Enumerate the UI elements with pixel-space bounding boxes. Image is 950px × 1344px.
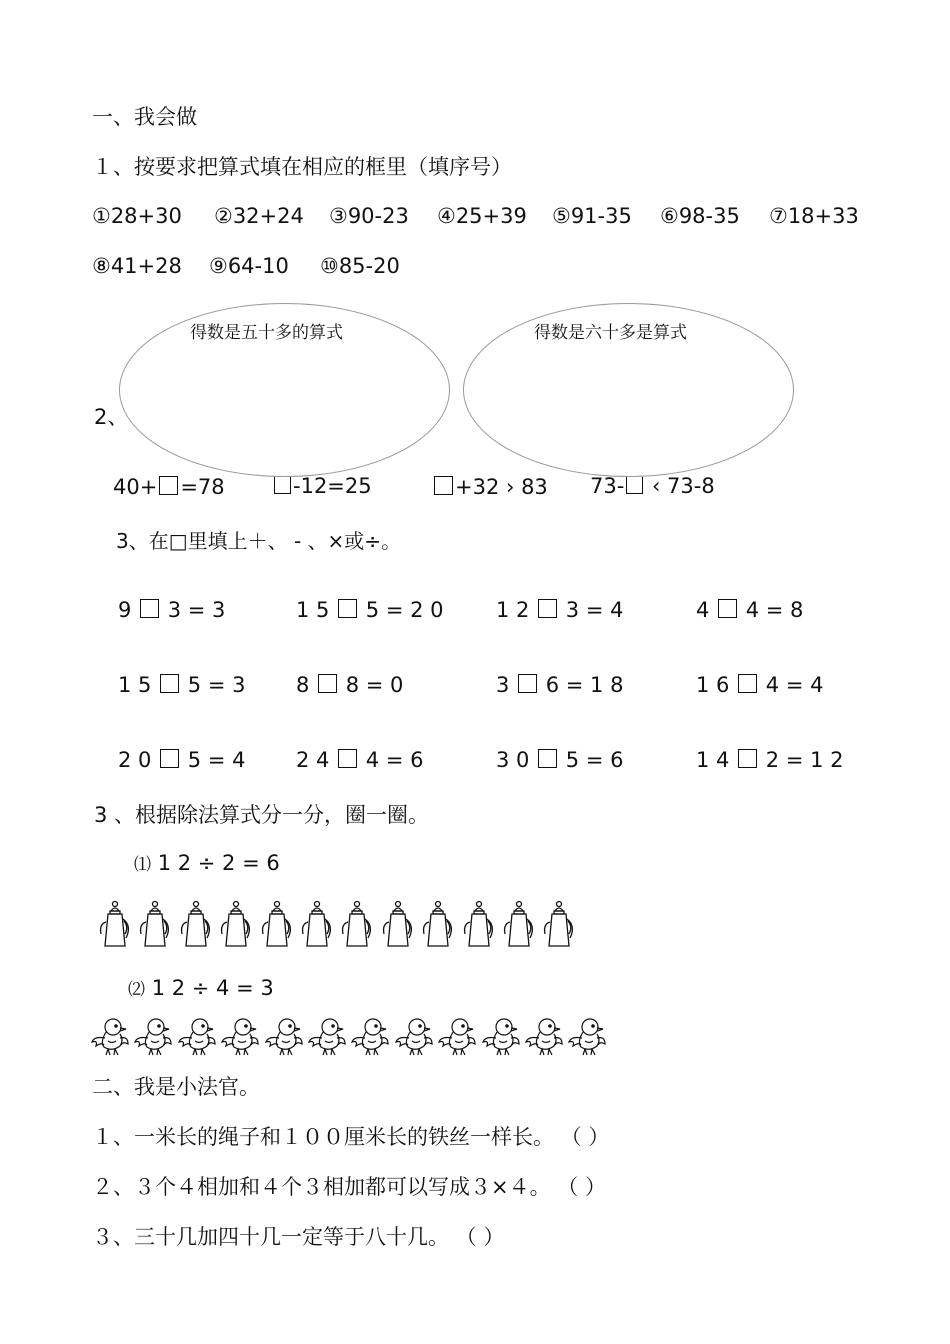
operand-right: 2 = 1 2 bbox=[765, 748, 844, 772]
operand-left: 1 4 bbox=[696, 748, 730, 772]
operator-equation bbox=[118, 599, 225, 621]
expression-item: ⑦18+33 bbox=[769, 204, 859, 228]
operator-box[interactable] bbox=[140, 599, 159, 618]
judge-item-2: ２、３个４相加和４个３相加都可以写成３×４。 （ ） bbox=[92, 1175, 606, 1199]
expression-item: ⑤91-35 bbox=[552, 204, 632, 228]
judge-item-3: ３、三十几加四十几一定等于八十几。 （ ） bbox=[92, 1225, 505, 1249]
bird-icon[interactable] bbox=[307, 1014, 347, 1056]
question-1-prompt: １、按要求把算式填在相应的框里（填序号） bbox=[92, 155, 512, 179]
bird-icon[interactable] bbox=[567, 1014, 607, 1056]
fill-box-expression bbox=[113, 476, 225, 498]
ellipse-label-sixties: 得数是六十多是算式 bbox=[534, 323, 687, 343]
bird-icon[interactable] bbox=[133, 1014, 173, 1056]
fill-box-expression bbox=[590, 476, 715, 497]
kettle-icon[interactable] bbox=[260, 900, 294, 950]
bird-icon[interactable] bbox=[437, 1014, 477, 1056]
answer-box[interactable] bbox=[274, 477, 291, 494]
answer-box[interactable] bbox=[626, 477, 643, 494]
section-title-2: 二、我是小法官。 bbox=[92, 1075, 260, 1099]
expression-item: ②32+24 bbox=[214, 204, 304, 228]
kettle-icon[interactable] bbox=[219, 900, 253, 950]
kettle-icon[interactable] bbox=[138, 900, 172, 950]
operand-right: 8 = 0 bbox=[345, 673, 404, 697]
expression-item: ⑨64-10 bbox=[209, 254, 289, 278]
bird-icon[interactable] bbox=[394, 1014, 434, 1056]
operand-right: 5 = 3 bbox=[187, 673, 246, 697]
bird-icon[interactable] bbox=[264, 1014, 304, 1056]
judge-item-1: １、一米长的绳子和１００厘米长的铁丝一样长。 （ ） bbox=[92, 1125, 610, 1149]
fill-box-expression bbox=[432, 476, 548, 498]
operator-equation bbox=[696, 599, 803, 621]
operand-left: 1 6 bbox=[696, 673, 730, 697]
sub-label: ⑵ bbox=[128, 980, 145, 1000]
operand-left: 3 bbox=[496, 673, 510, 697]
ellipse-label-fifties: 得数是五十多的算式 bbox=[190, 323, 343, 343]
operator-box[interactable] bbox=[738, 674, 757, 693]
bird-icon[interactable] bbox=[481, 1014, 521, 1056]
expression-left: 40+ bbox=[113, 475, 158, 499]
expression-right: ‹ 73-8 bbox=[645, 474, 715, 498]
division-expression-1 bbox=[134, 853, 280, 874]
division-text: 1 2 ÷ 2 = 6 bbox=[157, 851, 280, 875]
bird-icon[interactable] bbox=[177, 1014, 217, 1056]
operand-right: 4 = 4 bbox=[765, 673, 824, 697]
expression-right: =78 bbox=[180, 475, 225, 499]
operand-left: 1 2 bbox=[496, 598, 530, 622]
expression-item: ⑧41+28 bbox=[92, 254, 182, 278]
bird-icon[interactable] bbox=[90, 1014, 130, 1056]
answer-box[interactable] bbox=[159, 476, 178, 495]
operator-equation bbox=[118, 674, 245, 696]
expression-item: ④25+39 bbox=[437, 204, 527, 228]
operator-equation bbox=[296, 599, 444, 621]
operator-box[interactable] bbox=[318, 674, 337, 693]
operator-equation bbox=[118, 749, 245, 771]
operand-left: 4 bbox=[696, 598, 710, 622]
expression-right: -12=25 bbox=[293, 474, 372, 498]
operand-left: 2 0 bbox=[118, 748, 152, 772]
sub-label: ⑴ bbox=[134, 855, 151, 875]
answer-box[interactable] bbox=[434, 476, 453, 495]
operator-equation bbox=[696, 674, 823, 696]
question-2-number: 2、 bbox=[94, 405, 129, 429]
operator-equation bbox=[696, 749, 844, 771]
kettle-icon[interactable] bbox=[340, 900, 374, 950]
operand-left: 1 5 bbox=[296, 598, 330, 622]
operator-equation bbox=[296, 749, 423, 771]
kettle-icon[interactable] bbox=[462, 900, 496, 950]
operator-box[interactable] bbox=[538, 749, 557, 768]
expression-right: +32 › 83 bbox=[455, 475, 548, 499]
operator-box[interactable] bbox=[338, 749, 357, 768]
expression-item: ①28+30 bbox=[92, 204, 182, 228]
kettle-row bbox=[98, 900, 583, 950]
operator-box[interactable] bbox=[718, 599, 737, 618]
operand-right: 6 = 1 8 bbox=[545, 673, 624, 697]
section-title-1: 一、我会做 bbox=[92, 105, 197, 129]
operator-equation bbox=[496, 674, 623, 696]
division-expression-2 bbox=[128, 978, 274, 999]
operator-box[interactable] bbox=[160, 674, 179, 693]
expression-left: 73- bbox=[590, 474, 625, 498]
operator-equation bbox=[496, 599, 623, 621]
kettle-icon[interactable] bbox=[542, 900, 576, 950]
operator-box[interactable] bbox=[160, 749, 179, 768]
operand-right: 4 = 8 bbox=[745, 598, 804, 622]
operand-right: 5 = 6 bbox=[565, 748, 624, 772]
operand-right: 4 = 6 bbox=[365, 748, 424, 772]
kettle-icon[interactable] bbox=[300, 900, 334, 950]
operand-left: 1 5 bbox=[118, 673, 152, 697]
expression-item: ⑩85-20 bbox=[320, 254, 400, 278]
operand-left: 8 bbox=[296, 673, 310, 697]
operand-right: 5 = 2 0 bbox=[365, 598, 444, 622]
operator-equation bbox=[496, 749, 623, 771]
kettle-icon[interactable] bbox=[502, 900, 536, 950]
operand-left: 9 bbox=[118, 598, 132, 622]
division-text: 1 2 ÷ 4 = 3 bbox=[151, 976, 274, 1000]
expression-item: ③90-23 bbox=[329, 204, 409, 228]
kettle-icon[interactable] bbox=[179, 900, 213, 950]
expression-item: ⑥98-35 bbox=[660, 204, 740, 228]
bird-icon[interactable] bbox=[220, 1014, 260, 1056]
kettle-icon[interactable] bbox=[421, 900, 455, 950]
operator-box[interactable] bbox=[738, 749, 757, 768]
operator-box[interactable] bbox=[538, 599, 557, 618]
operand-right: 3 = 4 bbox=[565, 598, 624, 622]
operator-equation bbox=[296, 674, 403, 696]
question-4-prompt: 3 、根据除法算式分一分，圈一圈。 bbox=[94, 803, 430, 827]
bird-icon[interactable] bbox=[350, 1014, 390, 1056]
operand-right: 5 = 4 bbox=[187, 748, 246, 772]
bird-icon[interactable] bbox=[524, 1014, 564, 1056]
question-3-prompt: 3、在□里填上＋、 - 、×或÷。 bbox=[116, 529, 402, 553]
operator-box[interactable] bbox=[518, 674, 537, 693]
operand-left: 2 4 bbox=[296, 748, 330, 772]
bird-row bbox=[90, 1014, 611, 1056]
fill-box-expression bbox=[272, 476, 372, 497]
kettle-icon[interactable] bbox=[381, 900, 415, 950]
operator-box[interactable] bbox=[338, 599, 357, 618]
operand-right: 3 = 3 bbox=[167, 598, 226, 622]
operand-left: 3 0 bbox=[496, 748, 530, 772]
kettle-icon[interactable] bbox=[98, 900, 132, 950]
